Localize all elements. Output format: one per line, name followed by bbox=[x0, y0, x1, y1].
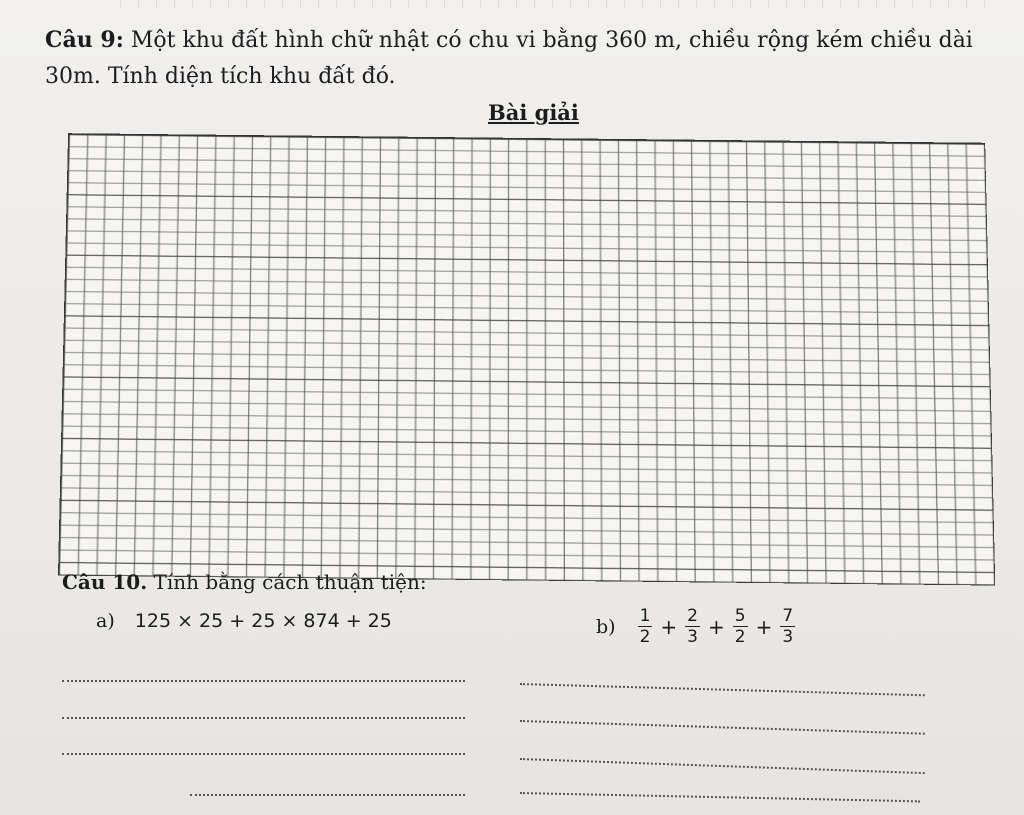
question-10-text: Tính bằng cách thuận tiện: bbox=[153, 570, 427, 594]
answer-line-b-2[interactable] bbox=[520, 720, 925, 735]
question-10-label: Câu 10. bbox=[62, 570, 148, 594]
fraction-2: $\frac{2}{3}$ bbox=[687, 606, 698, 647]
answer-line-b-1[interactable] bbox=[520, 683, 925, 696]
plus-operator: + bbox=[708, 614, 725, 639]
fraction-4: $\frac{7}{3}$ bbox=[782, 606, 794, 647]
question-9 bbox=[45, 22, 995, 95]
answer-line-b-3[interactable] bbox=[520, 758, 925, 774]
fraction-3: $\frac{5}{2}$ bbox=[734, 606, 746, 647]
answer-line-a-3[interactable] bbox=[62, 753, 465, 755]
answer-line-a-1[interactable] bbox=[62, 680, 465, 682]
page-top-edge bbox=[120, 0, 1000, 8]
question-9-text: Một khu đất hình chữ nhật có chu vi bằng 360 m, chiều rộng kém chiều dài 30m. Tính diện tích khu đất đó. bbox=[45, 28, 973, 89]
question-9-label: Câu 9: bbox=[45, 27, 124, 53]
part-a-label: a) bbox=[96, 610, 115, 632]
part-b bbox=[596, 606, 795, 647]
answer-line-b-4[interactable] bbox=[520, 792, 920, 802]
answer-line-a-4[interactable] bbox=[190, 794, 465, 796]
fraction-1: $\frac{1}{2}$ bbox=[639, 606, 651, 647]
answer-line-a-2[interactable] bbox=[62, 717, 465, 719]
part-a-expression: 125 × 25 + 25 × 874 + 25 bbox=[134, 610, 392, 632]
answer-grid[interactable] bbox=[58, 133, 995, 585]
part-a bbox=[96, 610, 392, 632]
plus-operator: + bbox=[755, 614, 773, 639]
plus-operator: + bbox=[660, 614, 678, 639]
question-10 bbox=[62, 570, 427, 594]
solution-title: Bài giải bbox=[488, 100, 579, 125]
part-b-label: b) bbox=[596, 615, 616, 638]
